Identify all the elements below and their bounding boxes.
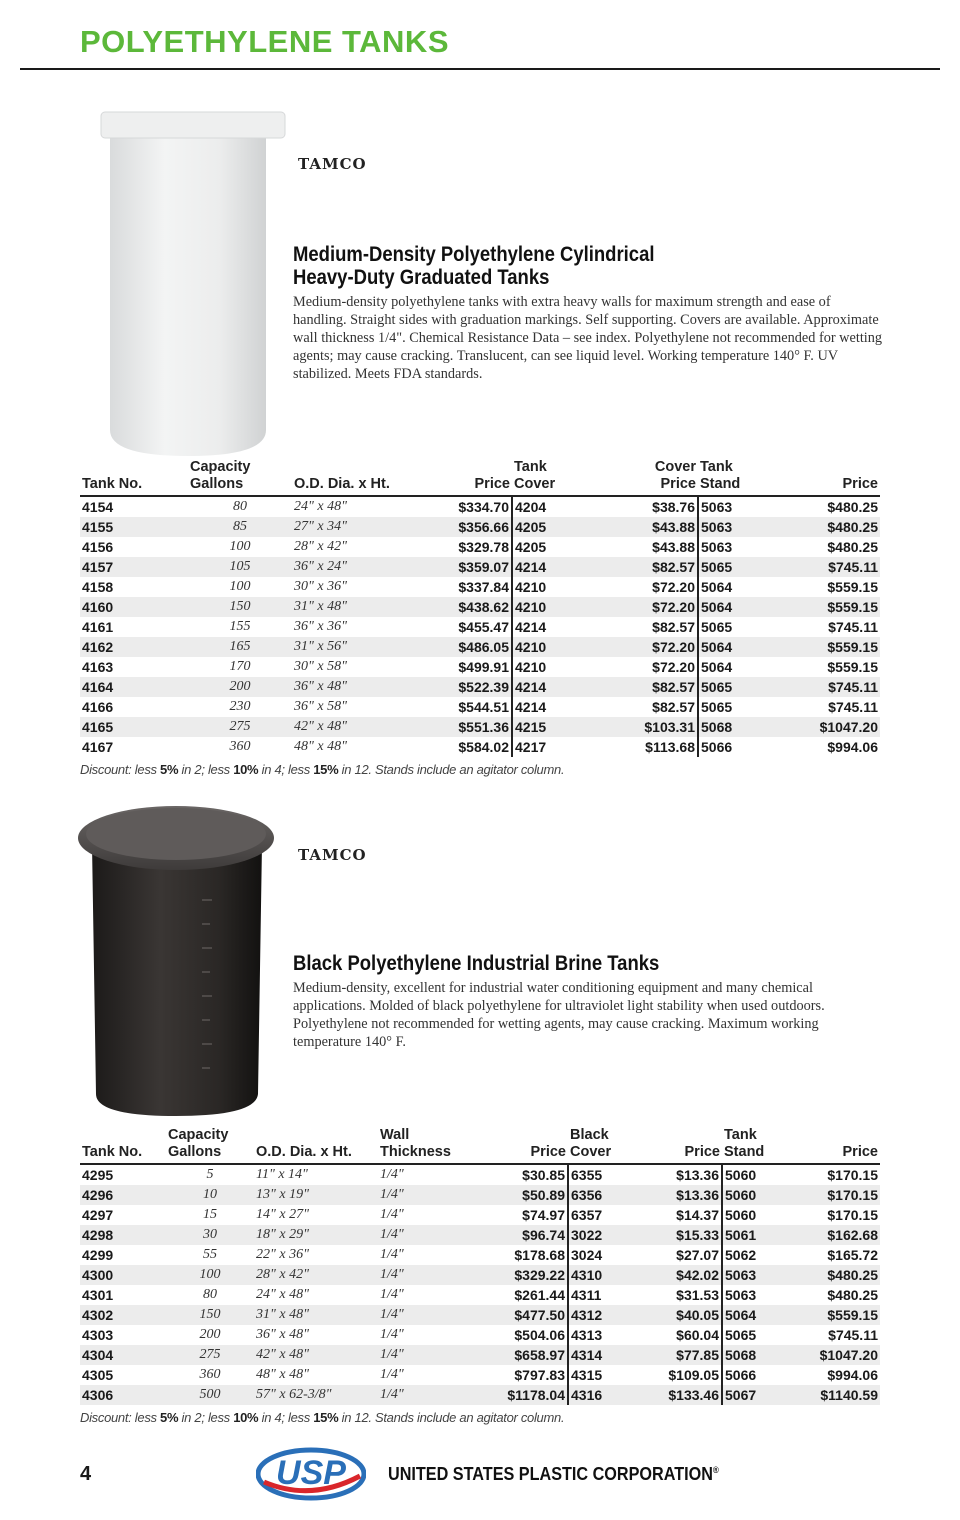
table-cell: 4204 <box>512 496 616 517</box>
table-cell: 1/4" <box>380 1367 404 1382</box>
table-cell: 4214 <box>512 697 616 717</box>
table-cell: $477.50 <box>476 1305 568 1325</box>
table-cell: $27.07 <box>676 1247 719 1263</box>
table-cell: 4156 <box>82 539 114 555</box>
table-cell: $486.05 <box>412 637 512 657</box>
table-cell: 100 <box>229 579 251 594</box>
table-cell: 230 <box>229 699 251 714</box>
table-cell: 105 <box>188 557 292 577</box>
white-tank-image <box>98 110 290 460</box>
col2-od: O.D. Dia. x Ht. <box>254 1127 378 1164</box>
product2-table <box>80 1127 880 1405</box>
table-cell: 30" x 36" <box>294 579 347 594</box>
table-row <box>80 557 880 577</box>
table-cell: 42" x 48" <box>292 717 412 737</box>
table-cell: $480.25 <box>788 517 880 537</box>
table-row <box>80 1245 880 1265</box>
table-cell: $13.36 <box>676 1167 719 1183</box>
page-number: 4 <box>80 1463 92 1485</box>
table-cell: 80 <box>233 499 247 514</box>
table-cell: $40.05 <box>660 1305 722 1325</box>
product2-title: Black Polyethylene Industrial Brine Tanks <box>293 952 660 975</box>
table-cell: 4217 <box>512 737 616 757</box>
table-cell: 5064 <box>722 1305 806 1325</box>
table-cell: $337.84 <box>458 579 509 595</box>
table-cell: 1/4" <box>378 1185 476 1205</box>
table-cell: 4302 <box>80 1305 166 1325</box>
table-row <box>80 737 880 757</box>
table-cell: 5060 <box>722 1164 806 1185</box>
table-cell: $745.11 <box>788 557 880 577</box>
table-cell: $74.97 <box>522 1207 565 1223</box>
table-cell: 4295 <box>82 1167 114 1183</box>
table-cell: 4205 <box>512 517 616 537</box>
table-cell: $334.70 <box>458 499 509 515</box>
table-cell: $584.02 <box>458 739 509 755</box>
table-cell: $43.88 <box>652 539 695 555</box>
col-cover: Tank Cover <box>512 459 616 496</box>
table-cell: 5066 <box>722 1365 806 1385</box>
table-cell: 165 <box>188 637 292 657</box>
table-row <box>80 1265 880 1285</box>
table-cell: 4158 <box>82 579 114 595</box>
col2-cover-price: Price <box>660 1127 722 1164</box>
table-cell: $72.20 <box>652 579 695 595</box>
table-cell: 5060 <box>722 1205 806 1225</box>
table-cell: 4306 <box>80 1385 166 1405</box>
table-cell: 3022 <box>568 1225 660 1245</box>
table-cell: 5060 <box>722 1185 806 1205</box>
table-cell: 4298 <box>80 1225 166 1245</box>
table-cell: 150 <box>188 597 292 617</box>
table-cell: 5063 <box>722 1285 806 1305</box>
table-cell: 6355 <box>568 1164 660 1185</box>
table-cell: 4155 <box>80 517 188 537</box>
table-row <box>80 1285 880 1305</box>
table-cell: 4311 <box>568 1285 660 1305</box>
table-row <box>80 637 880 657</box>
table-cell: 1/4" <box>380 1207 404 1222</box>
table-cell: $38.76 <box>652 499 695 515</box>
table-cell: 170 <box>229 659 251 674</box>
table-cell: 4301 <box>82 1287 114 1303</box>
page-title: POLYETHYLENE TANKS <box>80 24 449 59</box>
table-cell: 360 <box>229 739 251 754</box>
table-cell: $1047.20 <box>806 1345 880 1365</box>
table-cell: 5061 <box>722 1225 806 1245</box>
table-cell: 4310 <box>568 1265 660 1285</box>
table-cell: $133.46 <box>660 1385 722 1405</box>
table-cell: 1/4" <box>378 1225 476 1245</box>
table-row <box>80 577 880 597</box>
table-cell: 18" x 29" <box>254 1225 378 1245</box>
table-cell: 5064 <box>698 637 788 657</box>
table-cell: 4161 <box>82 619 114 635</box>
table-cell: 500 <box>166 1385 254 1405</box>
table-cell: $14.37 <box>676 1207 719 1223</box>
table-cell: $1178.04 <box>476 1385 568 1405</box>
table-cell: $480.25 <box>827 539 878 555</box>
table-cell: 5065 <box>698 677 788 697</box>
table-row <box>80 1225 880 1245</box>
table-row <box>80 537 880 557</box>
table-cell: 4313 <box>568 1325 660 1345</box>
table-cell: $504.06 <box>514 1327 565 1343</box>
table-cell: $170.15 <box>827 1167 878 1183</box>
tamco-logo-2: TAMCO <box>298 846 367 864</box>
table-cell: 24" x 48" <box>294 499 347 514</box>
table-cell: $329.78 <box>458 539 509 555</box>
table-cell: $658.97 <box>476 1345 568 1365</box>
table-row <box>80 597 880 617</box>
table-row <box>80 717 880 737</box>
table-cell: 360 <box>199 1367 221 1382</box>
table-cell: $42.02 <box>660 1265 722 1285</box>
table-cell: 4165 <box>80 717 188 737</box>
table-cell: $72.20 <box>616 597 698 617</box>
table-cell: 13" x 19" <box>254 1185 378 1205</box>
product1-title: Medium-Density Polyethylene Cylindrical Heavy-Duty Graduated Tanks <box>293 243 655 289</box>
table-cell: 4160 <box>80 597 188 617</box>
table-cell: 4312 <box>568 1305 660 1325</box>
company-name: UNITED STATES PLASTIC CORPORATION® <box>388 1464 719 1484</box>
table-cell: 200 <box>188 677 292 697</box>
table-cell: 1/4" <box>378 1345 476 1365</box>
table-cell: 4210 <box>512 637 616 657</box>
table-cell: $559.15 <box>806 1305 880 1325</box>
table-cell: 80 <box>203 1287 217 1302</box>
table-cell: $72.20 <box>652 659 695 675</box>
table-cell: $745.11 <box>828 619 878 635</box>
table-cell: 5066 <box>698 737 788 757</box>
table-cell: 1/4" <box>378 1305 476 1325</box>
table-cell: 5065 <box>722 1325 806 1345</box>
table-cell: $60.04 <box>676 1327 719 1343</box>
table-cell: $96.74 <box>476 1225 568 1245</box>
table-cell: 30 <box>166 1225 254 1245</box>
table-cell: $438.62 <box>412 597 512 617</box>
table-cell: 5063 <box>722 1265 806 1285</box>
table-cell: $178.68 <box>514 1247 565 1263</box>
table-cell: 4164 <box>80 677 188 697</box>
table-cell: $31.53 <box>676 1287 719 1303</box>
table-cell: 15 <box>203 1207 217 1222</box>
product2-discount-note: Discount: less 5% in 2; less 10% in 4; less 15% in 12. Stands include an agitator column. <box>80 1410 565 1425</box>
table-cell: 5 <box>206 1167 214 1182</box>
table-cell: 24" x 48" <box>256 1287 309 1302</box>
table-cell: $170.15 <box>806 1185 880 1205</box>
table-cell: $30.85 <box>522 1167 565 1183</box>
table-cell: 155 <box>229 619 251 634</box>
table-cell: 200 <box>199 1327 221 1342</box>
table-cell: $745.11 <box>788 677 880 697</box>
table-cell: $797.83 <box>514 1367 565 1383</box>
table-cell: 1/4" <box>380 1167 404 1182</box>
table-cell: 30" x 58" <box>294 659 347 674</box>
table-cell: 5063 <box>698 496 788 517</box>
table-cell: 5065 <box>698 557 788 577</box>
col-price: Price <box>412 459 512 496</box>
table-cell: $994.06 <box>827 1367 878 1383</box>
table-row <box>80 1185 880 1205</box>
table-cell: 42" x 48" <box>254 1345 378 1365</box>
table-cell: $559.15 <box>827 659 878 675</box>
col-stand: Tank Stand <box>698 459 788 496</box>
table-cell: 31" x 48" <box>254 1305 378 1325</box>
table-cell: 4315 <box>568 1365 660 1385</box>
table-row <box>80 617 880 637</box>
table-cell: $103.31 <box>616 717 698 737</box>
table-cell: 5064 <box>698 577 788 597</box>
table-cell: $480.25 <box>806 1265 880 1285</box>
product1-table <box>80 459 880 757</box>
table-cell: $480.25 <box>827 499 878 515</box>
table-cell: $261.44 <box>514 1287 565 1303</box>
table-cell: 6356 <box>568 1185 660 1205</box>
table-cell: 4214 <box>512 677 616 697</box>
table-cell: 48" x 48" <box>256 1367 309 1382</box>
table-cell: 275 <box>188 717 292 737</box>
table-cell: 275 <box>166 1345 254 1365</box>
table-cell: 4167 <box>82 739 114 755</box>
table-cell: 4162 <box>80 637 188 657</box>
product1-description: Medium-density polyethylene tanks with extra heavy walls for maximum strength and ease of handling. Straight sides with graduation markings. Self supporting. Covers are available. Approximate wall thickness 1/4". Chemical Resistance Data – see index. Polyethylene not recommended for wetting agents; may cause cracking. Translucent, can see liquid level. Working temperature 140° F. UV stabilized. Meets FDA standards. <box>293 294 883 382</box>
table-cell: 4297 <box>82 1207 114 1223</box>
table-cell: 4314 <box>568 1345 660 1365</box>
table-cell: 4210 <box>512 657 616 677</box>
table-cell: 4154 <box>82 499 114 515</box>
table-cell: 4304 <box>80 1345 166 1365</box>
tamco-logo: TAMCO <box>298 155 367 173</box>
table-cell: 36" x 36" <box>294 619 347 634</box>
col2-tank-no: Tank No. <box>80 1127 166 1164</box>
table-cell: 31" x 48" <box>292 597 412 617</box>
table-cell: 36" x 58" <box>294 699 347 714</box>
table-cell: 5063 <box>698 517 788 537</box>
table-row <box>80 1205 880 1225</box>
table-cell: $43.88 <box>616 517 698 537</box>
table-cell: $1047.20 <box>788 717 880 737</box>
table-cell: 5065 <box>698 617 788 637</box>
table-cell: 4163 <box>82 659 114 675</box>
table-cell: 4166 <box>82 699 114 715</box>
table-cell: 22" x 36" <box>256 1247 309 1262</box>
table-cell: 4205 <box>512 537 616 557</box>
table-row <box>80 697 880 717</box>
table-cell: 5063 <box>698 537 788 557</box>
table-row <box>80 1325 880 1345</box>
table-cell: 4296 <box>80 1185 166 1205</box>
table-cell: 6357 <box>568 1205 660 1225</box>
table-row <box>80 1305 880 1325</box>
table-cell: $15.33 <box>660 1225 722 1245</box>
table-cell: 5064 <box>698 657 788 677</box>
col2-stand-price: Price <box>806 1127 880 1164</box>
table-cell: 1/4" <box>378 1265 476 1285</box>
table-cell: 1/4" <box>378 1385 476 1405</box>
table-row <box>80 657 880 677</box>
table-cell: 5062 <box>722 1245 806 1265</box>
table-cell: $559.15 <box>788 637 880 657</box>
table-cell: 4215 <box>512 717 616 737</box>
black-tank-image <box>76 804 276 1118</box>
table-cell: 4299 <box>82 1247 114 1263</box>
table-cell: $745.11 <box>828 1327 878 1343</box>
table-cell: 27" x 34" <box>292 517 412 537</box>
table-cell: $109.05 <box>668 1367 719 1383</box>
table-cell: 5068 <box>698 717 788 737</box>
title-divider <box>20 68 940 70</box>
table-cell: $82.57 <box>652 699 695 715</box>
col-cover-price: Cover Price <box>616 459 698 496</box>
table-cell: 14" x 27" <box>256 1207 309 1222</box>
table-cell: 4210 <box>512 597 616 617</box>
table-cell: $1140.59 <box>806 1385 880 1405</box>
col-od: O.D. Dia. x Ht. <box>292 459 412 496</box>
table-cell: $82.57 <box>616 677 698 697</box>
table-cell: $559.15 <box>788 597 880 617</box>
table-cell: $559.15 <box>827 579 878 595</box>
table-cell: 5068 <box>722 1345 806 1365</box>
col2-price: Price <box>476 1127 568 1164</box>
col-stand-price: Price <box>788 459 880 496</box>
col-tank-no: Tank No. <box>80 459 188 496</box>
table-cell: 1/4" <box>380 1287 404 1302</box>
col2-wall: Wall Thickness <box>378 1127 476 1164</box>
table-cell: $82.57 <box>616 557 698 577</box>
table-cell: 28" x 42" <box>254 1265 378 1285</box>
svg-text:USP: USP <box>276 1454 346 1492</box>
table-cell: 4214 <box>512 617 616 637</box>
table-cell: 11" x 14" <box>256 1167 308 1182</box>
table-cell: $522.39 <box>412 677 512 697</box>
table-cell: $50.89 <box>476 1185 568 1205</box>
table-cell: $77.85 <box>660 1345 722 1365</box>
table-cell: $165.72 <box>827 1247 878 1263</box>
table-cell: $170.15 <box>827 1207 878 1223</box>
table-cell: $356.66 <box>412 517 512 537</box>
product2-description: Medium-density, excellent for industrial water conditioning equipment and many chemical applications. Molded of black polyethylene for ultraviolet light stability when used outdoors. Polyethylene not recommended for wetting agents, may cause cracking. Maximum working temperature 140° F. <box>293 980 825 1050</box>
table-cell: 5065 <box>698 697 788 717</box>
table-cell: 1/4" <box>380 1327 404 1342</box>
table-cell: 57" x 62-3/8" <box>254 1385 378 1405</box>
table-cell: 36" x 48" <box>256 1327 309 1342</box>
col2-capacity: Capacity Gallons <box>166 1127 254 1164</box>
table-cell: 4316 <box>568 1385 660 1405</box>
table-cell: 85 <box>188 517 292 537</box>
table-cell: $480.25 <box>827 1287 878 1303</box>
table-cell: $994.06 <box>827 739 878 755</box>
table-cell: 150 <box>166 1305 254 1325</box>
table-cell: 5064 <box>698 597 788 617</box>
col2-cover: Black Cover <box>568 1127 660 1164</box>
table-cell: $455.47 <box>458 619 509 635</box>
table-cell: $359.07 <box>412 557 512 577</box>
table-cell: 100 <box>166 1265 254 1285</box>
table-cell: 4210 <box>512 577 616 597</box>
table-cell: $551.36 <box>412 717 512 737</box>
table-cell: 48" x 48" <box>294 739 347 754</box>
table-cell: $745.11 <box>828 699 878 715</box>
table-cell: 100 <box>229 539 251 554</box>
table-cell: 4214 <box>512 557 616 577</box>
product1-discount-note: Discount: less 5% in 2; less 10% in 4; less 15% in 12. Stands include an agitator column. <box>80 762 565 777</box>
table-cell: 4157 <box>80 557 188 577</box>
table-cell: 4303 <box>82 1327 114 1343</box>
table-row <box>80 517 880 537</box>
table-cell: 4300 <box>80 1265 166 1285</box>
table-cell: $82.57 <box>652 619 695 635</box>
usp-logo <box>256 1446 366 1502</box>
table-cell: 10 <box>166 1185 254 1205</box>
table-cell: $72.20 <box>616 637 698 657</box>
table-row <box>80 677 880 697</box>
table-row <box>80 1345 880 1365</box>
table-cell: $113.68 <box>645 739 695 755</box>
table-cell: $162.68 <box>806 1225 880 1245</box>
table-cell: 3024 <box>568 1245 660 1265</box>
table-row <box>80 1365 880 1385</box>
table-cell: 31" x 56" <box>292 637 412 657</box>
table-cell: 28" x 42" <box>294 539 347 554</box>
table-row <box>80 1385 880 1405</box>
table-cell: 36" x 48" <box>292 677 412 697</box>
table-cell: 36" x 24" <box>292 557 412 577</box>
table-row <box>80 1164 880 1185</box>
table-cell: 1/4" <box>380 1247 404 1262</box>
table-cell: 4305 <box>82 1367 114 1383</box>
table-cell: $499.91 <box>458 659 509 675</box>
table-cell: $13.36 <box>660 1185 722 1205</box>
table-cell: 55 <box>203 1247 217 1262</box>
col-capacity: Capacity Gallons <box>188 459 292 496</box>
table-cell: $544.51 <box>458 699 509 715</box>
table-cell: $329.22 <box>476 1265 568 1285</box>
table-row <box>80 496 880 517</box>
col2-stand: Tank Stand <box>722 1127 806 1164</box>
table-cell: 5067 <box>722 1385 806 1405</box>
